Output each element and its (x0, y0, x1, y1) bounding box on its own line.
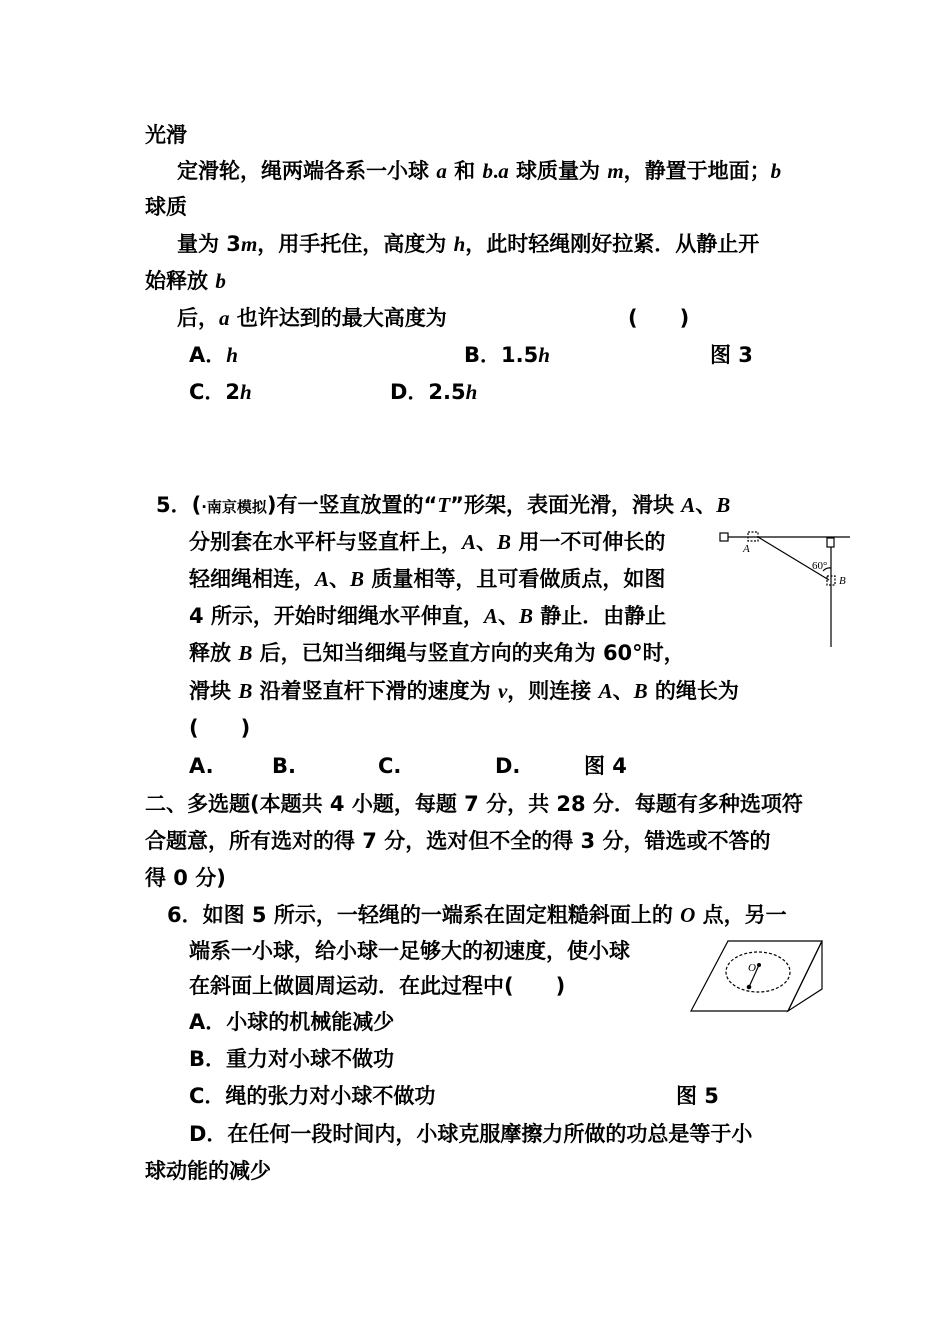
q4-line6: 后，a 也许达到的最大高度为 (177, 306, 447, 330)
q5-option-b: B. (272, 754, 296, 778)
rod-joint-block (827, 538, 834, 547)
q5-option-c: C. (378, 754, 402, 778)
q5-line6: 滑块 B 沿着竖直杆下滑的速度为 v，则连接 A、B 的绳长为 (189, 679, 739, 703)
q6-line3: 在斜面上做圆周运动．在此过程中( ) (189, 974, 566, 998)
section2-heading-line3: 得 0 分) (145, 866, 226, 890)
q4-option-d: D．2.5h (390, 380, 478, 404)
q5-line4: 4 所示，开始时细绳水平伸直，A、B 静止．由静止 (189, 604, 667, 628)
q5-figure-caption: 图 4 (584, 754, 627, 778)
fig5-label-o: O (748, 962, 756, 974)
q5-line5: 释放 B 后，已知当细绳与竖直方向的夹角为 60°时， (189, 641, 685, 665)
q6-option-c: C．绳的张力对小球不做功 (189, 1084, 436, 1108)
q4-figure-caption: 图 3 (710, 343, 753, 367)
section2-heading-line1: 二、多选题(本题共 4 小题，每题 7 分，共 28 分．每题有多种选项符 (145, 792, 803, 816)
q5-option-d: D. (495, 754, 521, 778)
figure-5-incline (688, 935, 828, 1015)
q6-line1: 6．如图 5 所示，一轻绳的一端系在固定粗糙斜面上的 O 点，另一 (167, 903, 787, 927)
q6-figure-caption: 图 5 (676, 1084, 719, 1108)
incline-side (788, 941, 822, 1011)
q4-answer-paren: ( ) (628, 306, 690, 330)
fig4-label-b: B (839, 575, 846, 587)
ball (747, 985, 752, 990)
section2-heading-line2: 合题意，所有选对的得 7 分，选对但不全的得 3 分，错选或不答的 (145, 829, 771, 853)
q4-line1: 光滑 (145, 123, 187, 147)
q5-answer-paren: ( ) (189, 716, 251, 740)
q6-option-d-line2: 球动能的减少 (145, 1159, 271, 1183)
q4-line3: 球质 (145, 195, 187, 219)
q5-source: ·南京模拟 (201, 498, 267, 516)
figure-4-t-frame (712, 525, 852, 650)
q5-line3: 轻细绳相连，A、B 质量相等，且可看做质点，如图 (189, 567, 666, 591)
fig4-angle-label: 60° (812, 560, 828, 572)
q6-option-b: B．重力对小球不做功 (189, 1047, 395, 1071)
q6-line2: 端系一小球，给小球一足够大的初速度，使小球 (189, 939, 630, 963)
q6-option-d-line1: D．在任何一段时间内，小球克服摩擦力所做的功总是等于小 (189, 1122, 753, 1146)
q4-line2: 定滑轮，绳两端各系一小球 a 和 b.a 球质量为 m，静置于地面；b (177, 159, 782, 183)
q4-option-c: C．2h (189, 380, 252, 404)
q4-line4: 量为 3m，用手托住，高度为 h，此时轻绳刚好拉紧．从静止开 (177, 232, 760, 256)
circular-path (726, 952, 790, 992)
q6-option-a: A．小球的机械能减少 (189, 1010, 395, 1034)
q5-line1: 5．(·南京模拟)有一竖直放置的“T”形架，表面光滑，滑块 A、B (156, 493, 731, 517)
fig4-label-a: A (743, 543, 750, 555)
q5-option-a: A. (189, 754, 214, 778)
left-end-block (720, 533, 728, 541)
rope (758, 537, 829, 580)
q4-line5: 始释放 b (145, 269, 226, 293)
q4-option-a: A．h (189, 343, 238, 367)
pivot-point-o (757, 963, 761, 967)
q4-option-b: B．1.5h (464, 343, 550, 367)
q5-line2: 分别套在水平杆与竖直杆上，A、B 用一不可伸长的 (189, 530, 666, 554)
